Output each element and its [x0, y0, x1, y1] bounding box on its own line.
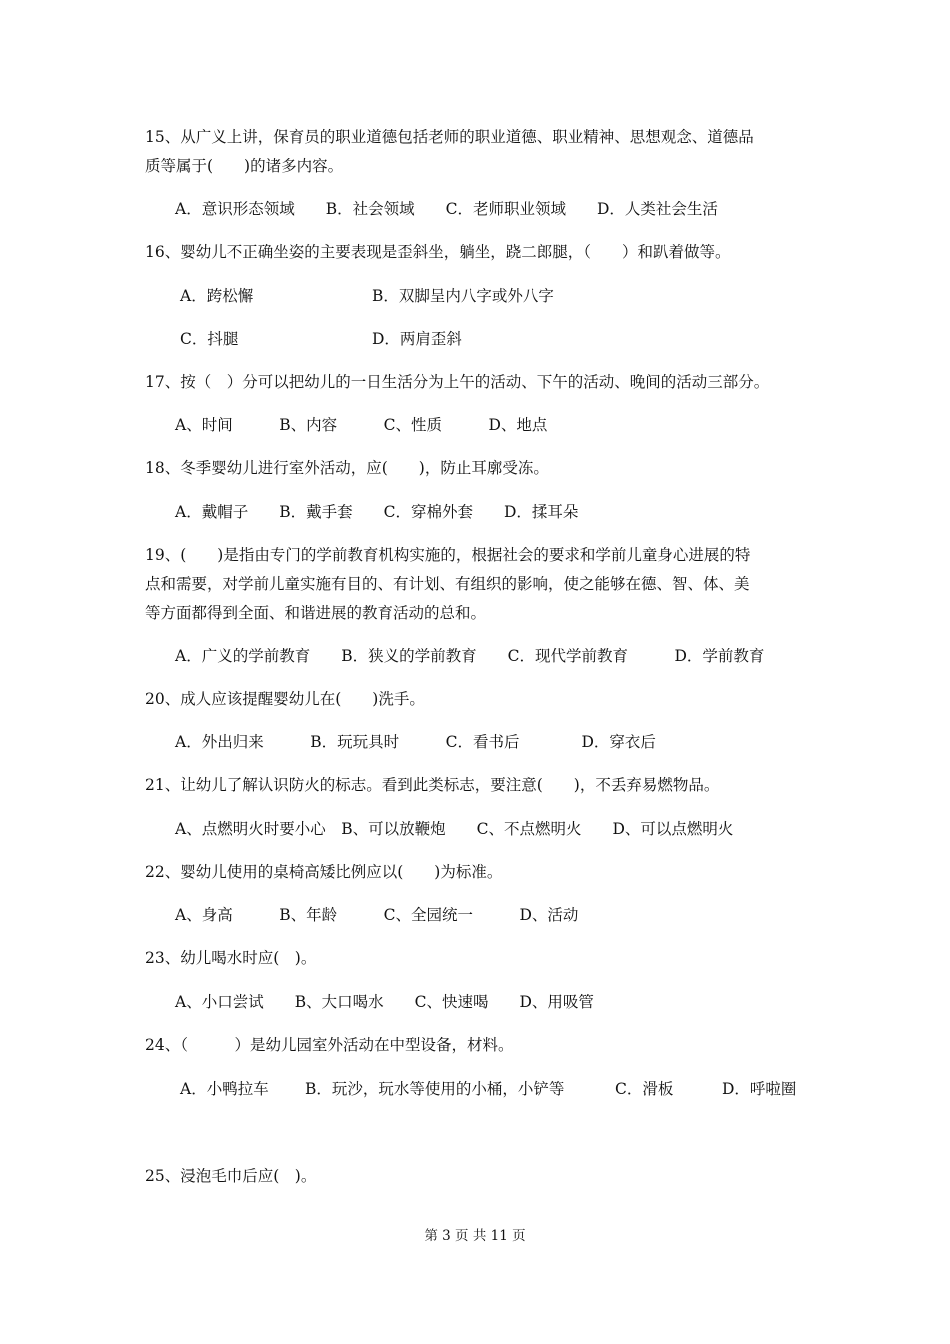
question-22-options: A、身高 B、年龄 C、全园统一 D、活动 — [175, 906, 579, 924]
question-23-stem: 23、幼儿喝水时应( )。 — [145, 949, 317, 967]
question-16-option-c: C．抖腿 — [180, 330, 239, 348]
question-16-option-b: B．双脚呈内八字或外八字 — [372, 287, 554, 305]
question-24-option-c: C．滑板 — [615, 1080, 674, 1098]
question-24-stem: 24、（ ）是幼儿园室外活动在中型设备，材料。 — [145, 1036, 514, 1054]
question-16-option-d: D．两肩歪斜 — [372, 330, 462, 348]
question-17-stem: 17、按（ ）分可以把幼儿的一日生活分为上午的活动、下午的活动、晚间的活动三部分。 — [145, 373, 770, 391]
question-17-options: A、时间 B、内容 C、性质 D、地点 — [175, 416, 548, 434]
question-16-stem: 16、婴幼儿不正确坐姿的主要表现是歪斜坐，躺坐，跷二郎腿，（ ）和趴着做等。 — [145, 243, 731, 261]
page-number-footer: 第 3 页 共 11 页 — [424, 1228, 526, 1244]
question-18-stem: 18、冬季婴幼儿进行室外活动，应( )，防止耳廓受冻。 — [145, 459, 549, 477]
question-21-options: A、点燃明火时要小心 B、可以放鞭炮 C、不点燃明火 D、可以点燃明火 — [175, 820, 734, 838]
question-22-stem: 22、婴幼儿使用的桌椅高矮比例应以( )为标准。 — [145, 863, 503, 881]
question-21-stem: 21、让幼儿了解认识防火的标志。看到此类标志，要注意( )，不丢弃易燃物品。 — [145, 776, 720, 794]
question-19-stem-cont-1: 点和需要，对学前儿童实施有目的、有计划、有组织的影响，使之能够在德、智、体、美 — [145, 575, 750, 593]
question-25-stem: 25、浸泡毛巾后应( )。 — [145, 1167, 317, 1185]
question-24-option-d: D．呼啦圈 — [722, 1080, 797, 1098]
question-16-option-a: A．跨松懈 — [180, 287, 254, 305]
question-18-options: A．戴帽子 B．戴手套 C．穿棉外套 D．揉耳朵 — [175, 503, 579, 521]
question-15-stem: 15、从广义上讲，保育员的职业道德包括老师的职业道德、职业精神、思想观念、道德品 — [145, 128, 754, 146]
question-19-stem: 19、( )是指由专门的学前教育机构实施的，根据社会的要求和学前儿童身心进展的特 — [145, 546, 751, 564]
question-24-option-b: B．玩沙，玩水等使用的小桶，小铲等 — [305, 1080, 565, 1098]
question-15-stem-cont: 质等属于( )的诸多内容。 — [145, 157, 344, 175]
question-19-options: A．广义的学前教育 B．狭义的学前教育 C．现代学前教育 D．学前教育 — [175, 647, 765, 665]
question-23-options: A、小口尝试 B、大口喝水 C、快速喝 D、用吸管 — [175, 993, 594, 1011]
question-24-option-a: A．小鸭拉车 — [180, 1080, 269, 1098]
question-20-options: A．外出归来 B．玩玩具时 C．看书后 D．穿衣后 — [175, 733, 656, 751]
question-19-stem-cont-2: 等方面都得到全面、和谐进展的教育活动的总和。 — [145, 604, 487, 622]
question-20-stem: 20、成人应该提醒婴幼儿在( )洗手。 — [145, 690, 425, 708]
question-15-options: A．意识形态领域 B．社会领域 C．老师职业领域 D．人类社会生活 — [175, 200, 718, 218]
